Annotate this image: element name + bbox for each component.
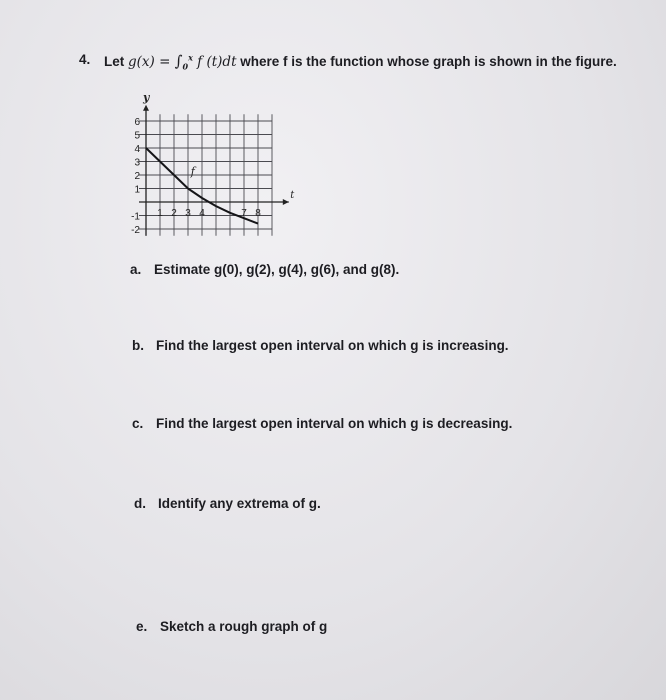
question-text: Identify any extrema of g. xyxy=(158,496,321,511)
y-tick-label: 3 xyxy=(134,157,140,169)
problem-number: 4. xyxy=(79,52,91,67)
integral-sign: ∫ xyxy=(174,52,183,70)
question-letter: b. xyxy=(132,338,144,353)
y-axis-label: y xyxy=(143,90,150,104)
x-tick-label: 3 xyxy=(185,208,191,219)
question-letter: a. xyxy=(130,262,142,277)
prompt-tail: where f is the function whose graph is shown in the figure. xyxy=(236,54,617,69)
question-a xyxy=(130,262,399,277)
x-axis-arrow xyxy=(283,199,289,205)
question-letter: e. xyxy=(136,619,148,634)
y-tick-label: -2 xyxy=(131,225,140,236)
question-letter: d. xyxy=(134,496,146,511)
curve-label: f xyxy=(190,165,195,178)
question-text: Find the largest open interval on which g is decreasing. xyxy=(156,416,513,431)
g-definition: g(x) = xyxy=(128,54,175,70)
question-e xyxy=(136,619,327,634)
question-text: Estimate g(0), g(2), g(4), g(6), and g(8). xyxy=(154,262,400,277)
y-tick-label: 6 xyxy=(134,117,140,128)
question-b xyxy=(132,338,509,353)
question-text: Find the largest open interval on which g is increasing. xyxy=(156,338,509,353)
x-tick-label: 1 xyxy=(157,208,163,219)
integrand: f (t)dt xyxy=(192,54,237,70)
question-text: Sketch a rough graph of g xyxy=(160,619,328,634)
x-tick-label: 4 xyxy=(199,208,205,219)
problem-statement xyxy=(104,52,617,72)
y-tick-label: -1 xyxy=(131,211,140,223)
x-tick-label: 8 xyxy=(255,208,261,219)
graph-tick-labels xyxy=(131,91,295,236)
function-graph xyxy=(95,72,295,252)
question-c xyxy=(132,416,512,431)
question-d xyxy=(134,496,321,511)
integral-lower-limit: 0 xyxy=(182,61,189,72)
y-tick-label: 5 xyxy=(134,130,140,142)
x-axis-label: t xyxy=(290,189,295,201)
x-tick-label: 2 xyxy=(171,208,177,219)
question-letter: c. xyxy=(132,416,144,431)
y-tick-label: 4 xyxy=(134,144,140,155)
y-tick-label: 1 xyxy=(134,184,140,196)
y-tick-label: 2 xyxy=(134,171,140,182)
y-axis-arrow xyxy=(143,105,149,111)
integral-upper-limit: x xyxy=(188,52,193,63)
prompt-lead: Let xyxy=(104,54,129,69)
x-tick-label: 7 xyxy=(241,208,247,219)
